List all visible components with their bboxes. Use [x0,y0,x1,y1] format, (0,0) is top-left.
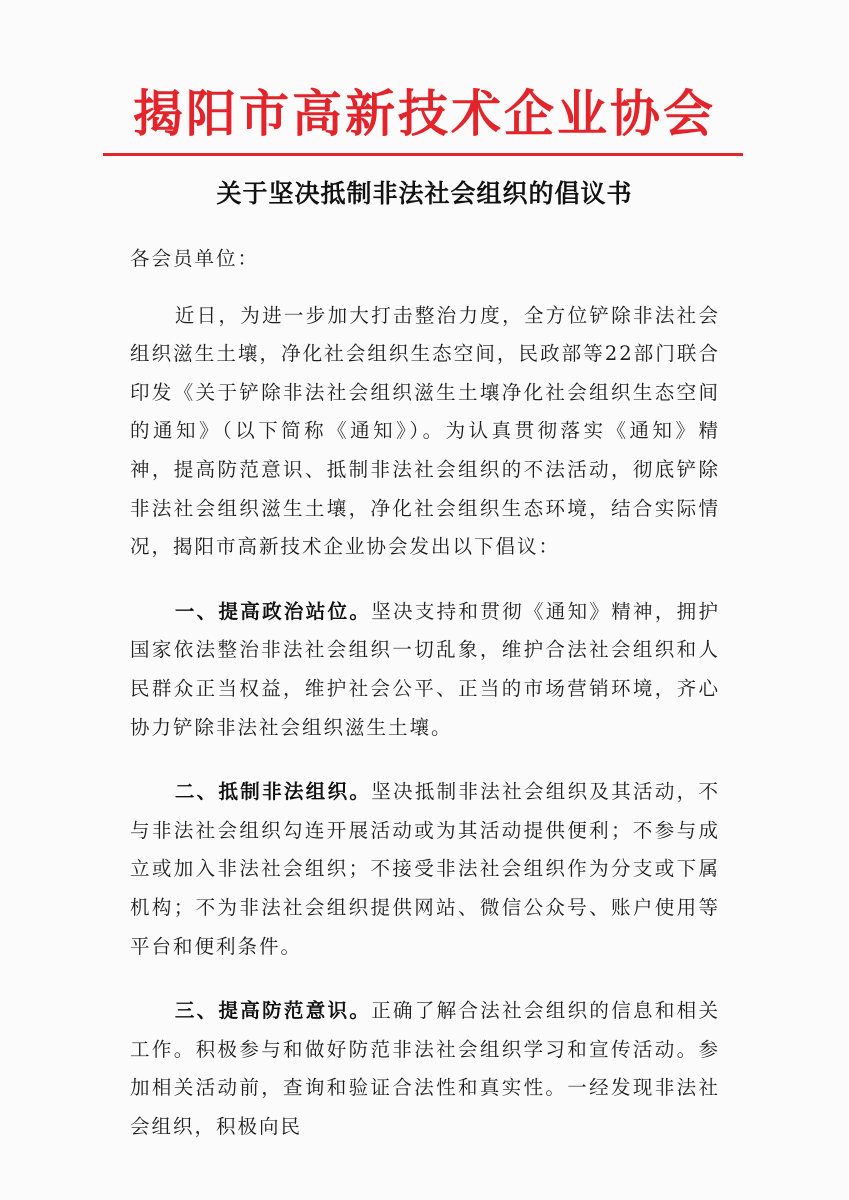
initiative-item-2-heading: 二、抵制非法组织。 [174,780,372,804]
initiative-item-2 [130,773,720,966]
salutation: 各会员单位： [130,247,260,270]
initiative-item-1-heading: 一、提高政治站位。 [174,599,372,623]
initiative-item-2-text: 坚决抵制非法社会组织及其活动，不与非法社会组织勾连开展活动或为其活动提供便利；不参与成立或加入非法社会组织；不接受非法社会组织作为分支或下属机构；不为非法社会组织提供网站、微信公众号、账户使用等平台和便利条件。 [130,780,720,958]
organization-letterhead: 揭阳市高新技术企业协会 [133,84,716,143]
document-body [130,240,720,1146]
intro-paragraph: 近日，为进一步加大打击整治力度，全方位铲除非法社会组织滋生土壤，净化社会组织生态空间，民政部等22部门联合印发《关于铲除非法社会组织滋生土壤净化社会组织生态空间的通知》（以下简称《通知》）。为认真贯彻落实《通知》精神，提高防范意识、抵制非法社会组织的不法活动，彻底铲除非法社会组织滋生土壤，净化社会组织生态环境，结合实际情况，揭阳市高新技术企业协会发出以下倡议： [130,303,720,559]
letterhead-divider [103,153,743,156]
initiative-item-3 [130,992,720,1146]
initiative-item-3-heading: 三、提高防范意识。 [174,999,372,1023]
initiative-item-3-text: 正确了解合法社会组织的信息和相关工作。积极参与和做好防范非法社会组织学习和宣传活动。参加相关活动前，查询和验证合法性和真实性。一经发现非法社会组织，积极向民 [130,999,720,1138]
document-title: 关于坚决抵制非法社会组织的倡议书 [216,179,633,208]
initiative-item-1-text: 坚决支持和贯彻《通知》精神，拥护国家依法整治非法社会组织一切乱象，维护合法社会组织和人民群众正当权益，维护社会公平、正当的市场营销环境，齐心协力铲除非法社会组织滋生土壤。 [130,599,720,739]
initiative-item-1 [130,593,720,747]
